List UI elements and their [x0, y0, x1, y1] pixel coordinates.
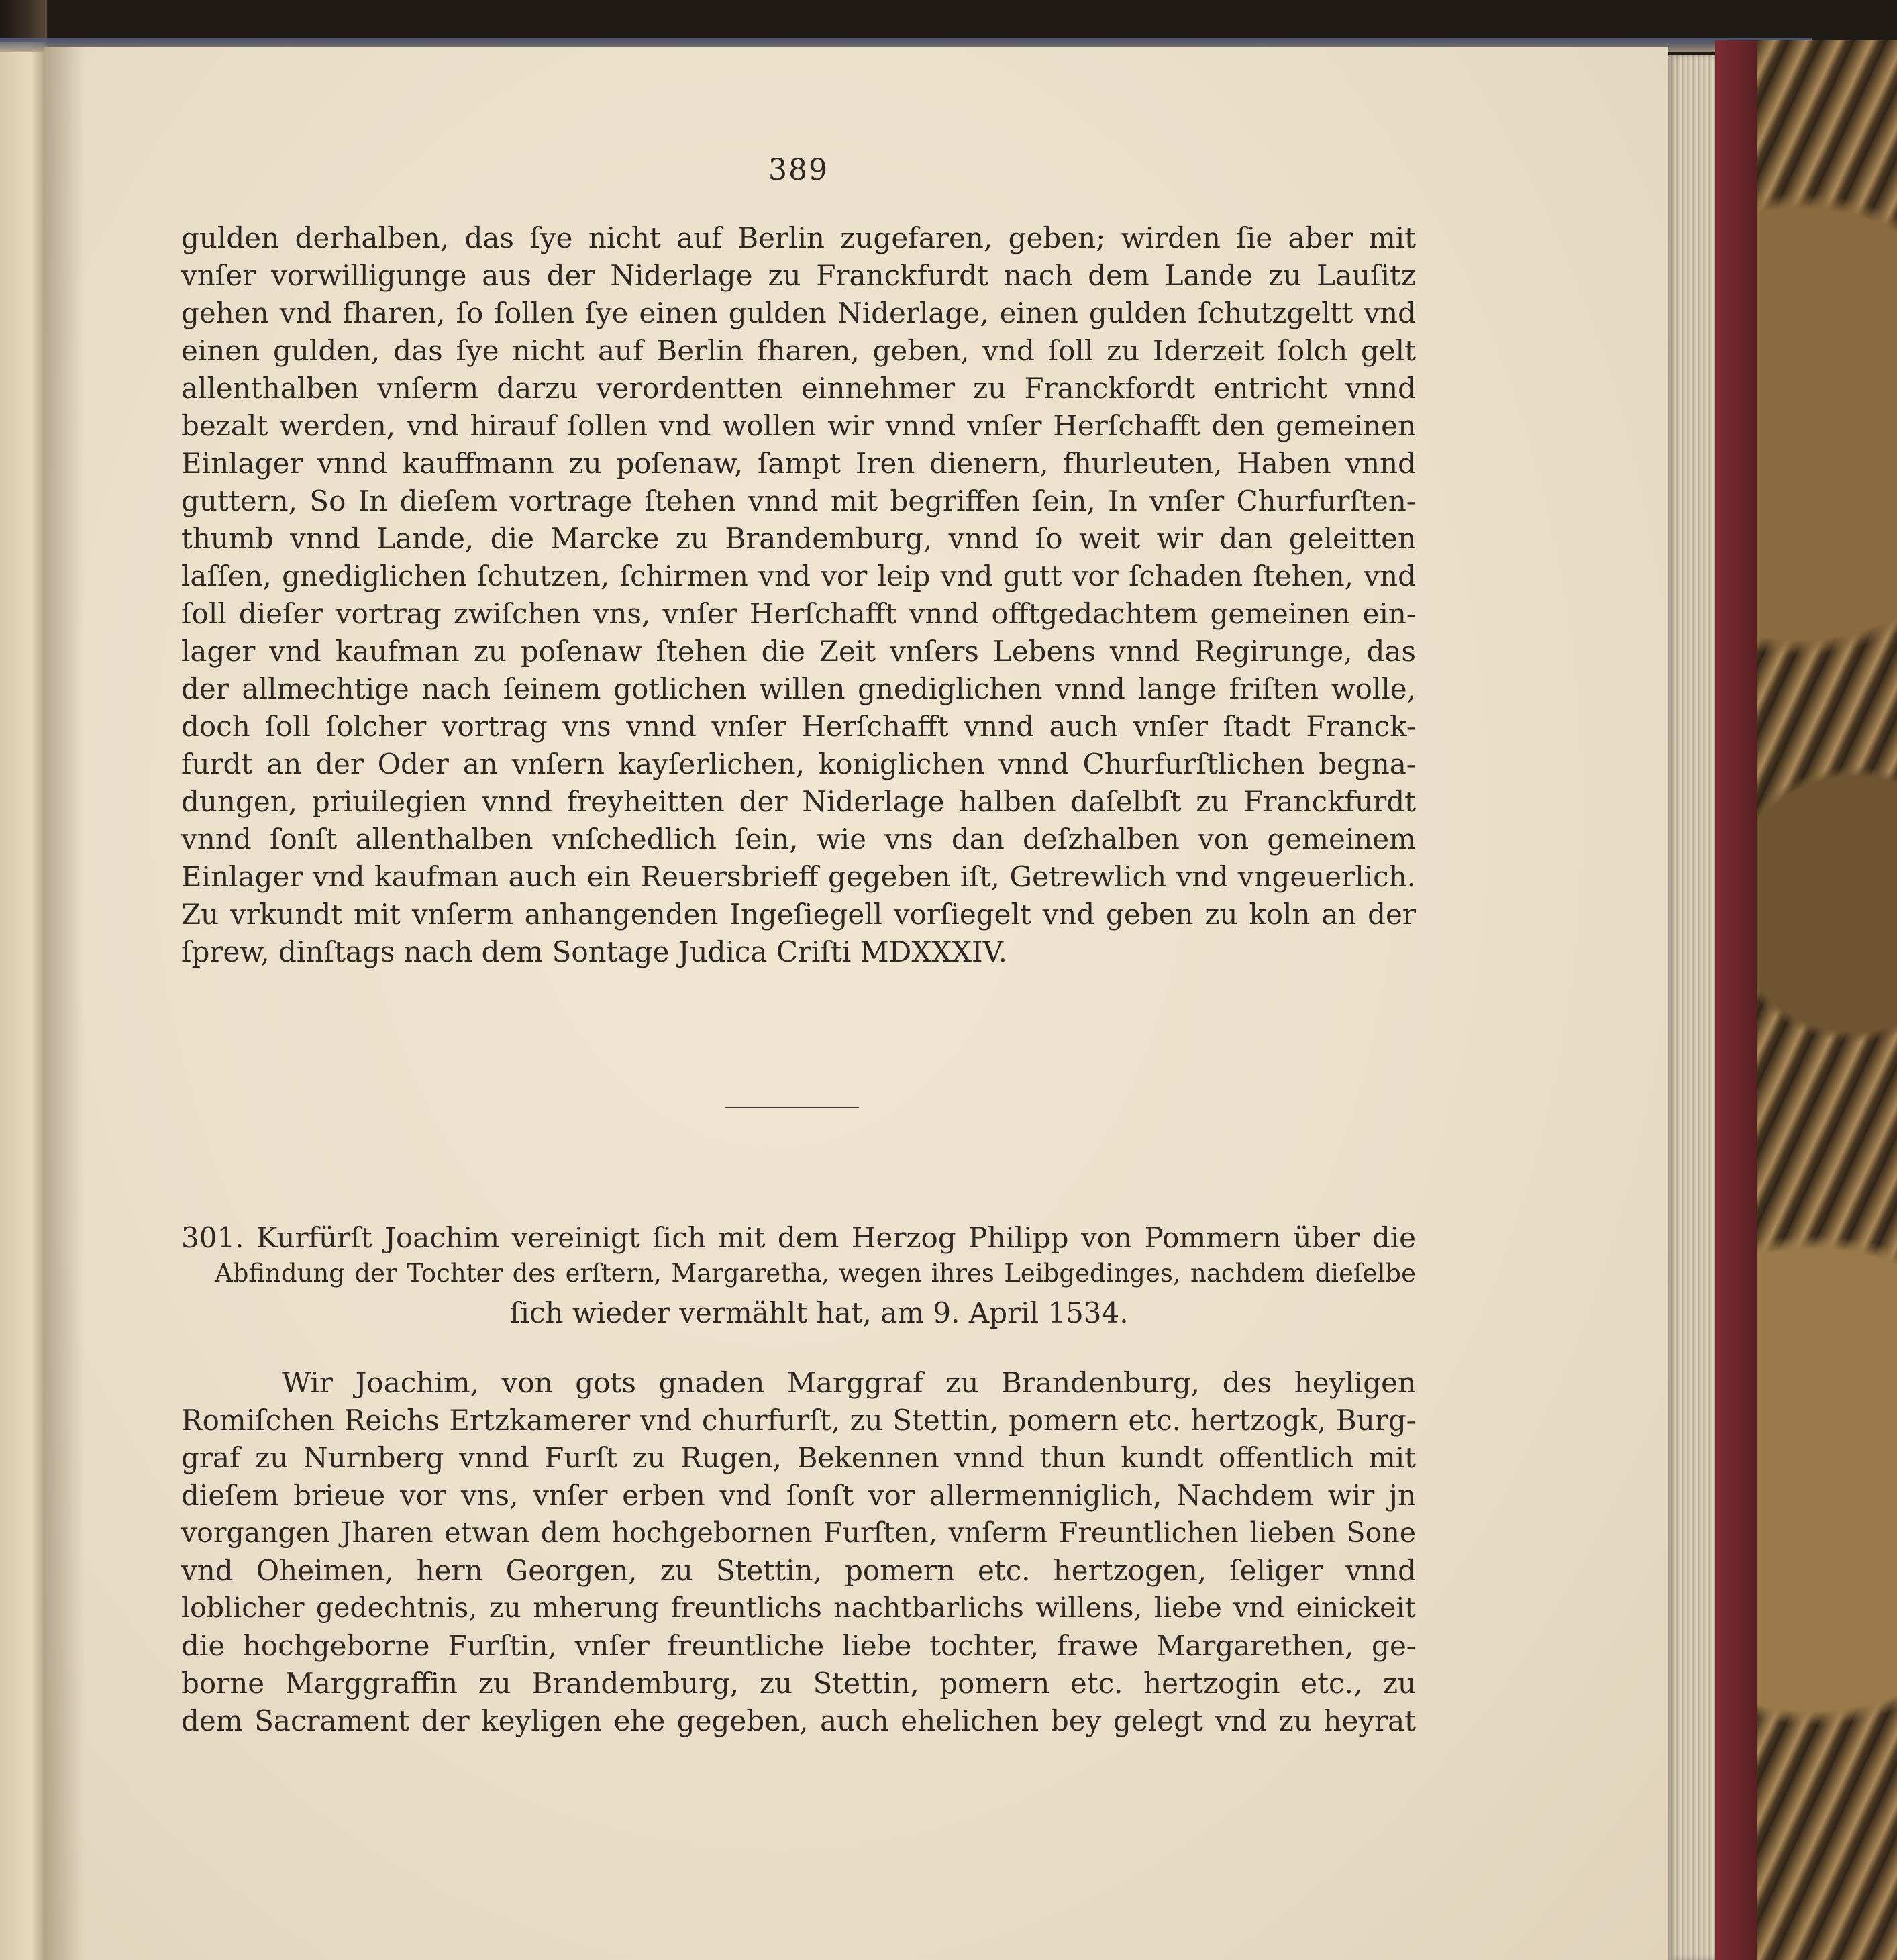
text-line: gehen vnd fharen, ſo ſollen ſye einen gulden Niderlage, einen gulden ſchutzgeltt vnd	[181, 297, 1416, 329]
section-divider	[725, 1107, 859, 1108]
text-line: Zu vrkundt mit vnſerm anhangenden Ingeſiegell vorſiegelt vnd geben zu koln an der	[181, 898, 1416, 931]
text-line: dieſem brieue vor vns, vnſer erben vnd ſonſt vor allermenniglich, Nachdem wir jn	[181, 1479, 1416, 1512]
text-line: dem Sacrament der keyligen ehe gegeben, auch ehelichen bey gelegt vnd zu heyrat	[181, 1704, 1416, 1737]
text-line: der allmechtige nach ſeinem gotlichen willen gnediglichen vnnd lange friſten wolle,	[181, 672, 1416, 705]
text-line: borne Marggraffin zu Brandemburg, zu Stettin, pomern etc. hertzogin etc., zu	[181, 1667, 1416, 1700]
text-line: vnd Oheimen, hern Georgen, zu Stettin, pomern etc. hertzogen, ſeliger vnnd	[181, 1554, 1416, 1587]
text-line: loblicher gedechtnis, zu mherung freuntlichs nachtbarlichs willens, liebe vnd einickeit	[181, 1592, 1416, 1624]
text-line: guttern, So In dieſem vortrage ſtehen vnnd mit begriffen ſein, In vnſer Churfurſten-	[181, 484, 1416, 517]
text-line: graf zu Nurnberg vnnd Furſt zu Rugen, Bekennen vnnd thun kundt offentlich mit	[181, 1441, 1416, 1474]
heading-line: ſich wieder vermählt hat, am 9. April 1534.	[510, 1296, 1129, 1329]
text-line: Romiſchen Reichs Ertzkamerer vnd churfurſt, zu Stettin, pomern etc. hertzogk, Burg-	[181, 1404, 1416, 1437]
text-line: bezalt werden, vnd hirauf ſollen vnd wollen wir vnnd vnſer Herſchafft den gemeinen	[181, 409, 1416, 442]
stacked-page-edges	[1668, 55, 1715, 1960]
text-line: Einlager vnnd kauffmann zu poſenaw, ſampt Iren dienern, fhurleuten, Haben vnnd	[181, 447, 1416, 480]
text-line: doch ſoll ſolcher vortrag vns vnnd vnſer Herſchafft vnnd auch vnſer ſtadt Franck-	[181, 710, 1416, 743]
text-line: vnſer vorwilligunge aus der Niderlage zu Franckfurdt nach dem Lande zu Lauſitz	[181, 259, 1416, 292]
page-gutter-shadow	[44, 47, 85, 1960]
text-line: gulden derhalben, das ſye nicht auf Berlin zugefaren, geben; wirden ſie aber mit	[181, 221, 1416, 254]
text-line: die hochgeborne Furſtin, vnſer freuntliche liebe tochter, frawe Margarethen, ge-	[181, 1629, 1416, 1662]
heading-line: Abfindung der Tochter des erſtern, Margaretha, wegen ihres Leibgedinges, nachdem dieſelbe	[215, 1259, 1416, 1288]
text-line: einen gulden, das ſye nicht auf Berlin fharen, geben, vnd ſoll zu Iderzeit ſolch gelt	[181, 334, 1416, 367]
text-line: lager vnd kaufman zu poſenaw ſtehen die Zeit vnſers Lebens vnnd Regirunge, das	[181, 635, 1416, 668]
heading-line: 301. Kurfürſt Joachim vereinigt ſich mit dem Herzog Philipp von Pommern über die	[181, 1221, 1416, 1254]
text-line: laſſen, gnediglichen ſchutzen, ſchirmen vnd vor leip vnd gutt vor ſchaden ſtehen, vnd	[181, 560, 1416, 592]
right-cover-binding	[1715, 40, 1757, 1960]
text-line: Einlager vnd kaufman auch ein Reuersbrieff gegeben iſt, Getrewlich vnd vngeuerlich.	[181, 860, 1416, 893]
text-line: thumb vnnd Lande, die Marcke zu Brandemburg, vnnd ſo weit wir dan geleitten	[181, 522, 1416, 555]
text-line: ſprew, dinſtags nach dem Sontage Judica Criſti MDXXXIV.	[181, 935, 1007, 968]
text-line: vnnd ſonſt allenthalben vnſchedlich ſein, wie vns dan deſzhalben von gemeinem	[181, 823, 1416, 856]
text-line: vorgangen Jharen etwan dem hochgebornen Furſten, vnſerm Freuntlichen lieben Sone	[181, 1516, 1416, 1549]
text-line: dungen, priuilegien vnnd freyheitten der Niderlage halben daſelbſt zu Franckfurdt	[181, 785, 1416, 818]
marbled-cover	[1757, 40, 1897, 1960]
page-number: 389	[768, 153, 829, 187]
left-page-edge	[0, 42, 46, 1960]
text-line: Wir Joachim, von gots gnaden Marggraf zu Brandenburg, des heyligen	[282, 1366, 1416, 1399]
text-line: allenthalben vnſerm darzu verordentten einnehmer zu Franckfordt entricht vnnd	[181, 372, 1416, 405]
text-line: ſoll dieſer vortrag zwiſchen vns, vnſer Herſchafft vnnd offtgedachtem gemeinen ein-	[181, 597, 1416, 630]
text-line: furdt an der Oder an vnſern kayſerlichen, koniglichen vnnd Churfurſtlichen begna-	[181, 747, 1416, 780]
